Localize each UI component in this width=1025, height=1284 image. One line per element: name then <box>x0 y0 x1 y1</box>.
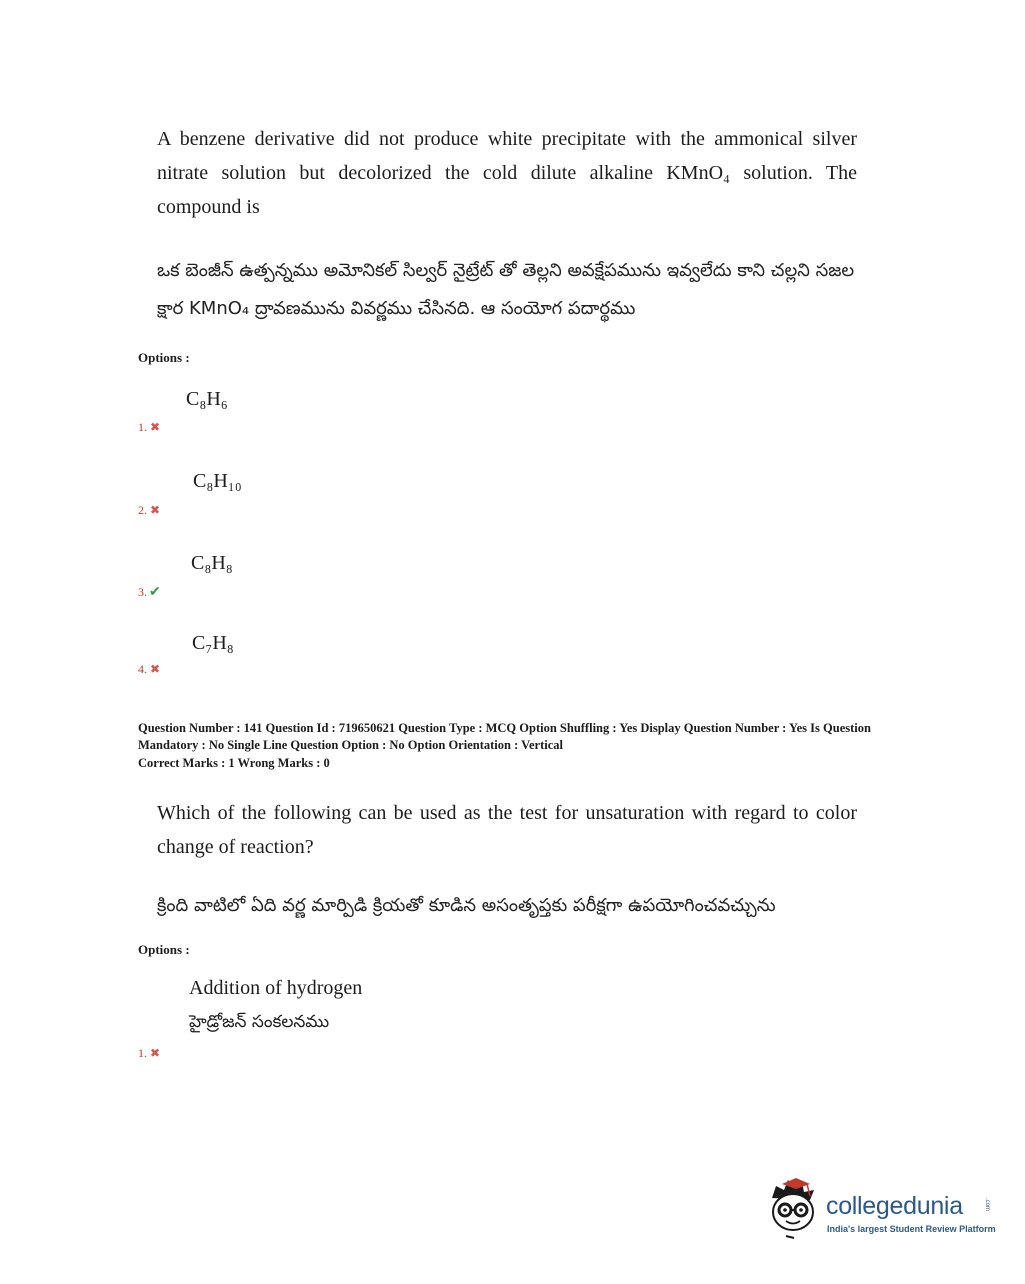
options-label: Options : <box>138 350 190 365</box>
option-number: 1. <box>138 1046 147 1060</box>
option-2-marker <box>138 503 160 518</box>
logo-tagline: India's largest Student Review Platform <box>827 1224 996 1234</box>
option-1-formula: C₈H₆ <box>186 388 228 410</box>
option-3-marker <box>138 584 161 601</box>
option-4-marker <box>138 662 160 677</box>
question-141-meta <box>138 720 898 772</box>
marks-line: Correct Marks : 1 Wrong Marks : 0 <box>138 756 330 770</box>
cross-icon: ✖ <box>150 662 161 676</box>
option-4-formula: C₇H₈ <box>192 632 234 654</box>
cross-icon: ✖ <box>150 1046 161 1060</box>
option-3-formula: C₈H₈ <box>191 552 233 574</box>
logo-wordmark: collegedunia <box>826 1192 963 1220</box>
cross-icon: ✖ <box>150 420 161 434</box>
option-2-formula: C₈H₁₀ <box>193 470 242 492</box>
option-1-telugu-text: హైడ్రోజన్ సంకలనము <box>189 1012 330 1032</box>
question-140-telugu-text: ఒక బెంజీన్ ఉత్పన్నము అమోనికల్ సిల్వర్ నైట్రేట్ తో తెల్లని అవక్షేపమును ఇవ్వలేదు కాని చల్లని సజల క్షార KMnO₄ ద్రావణమును వివర్ణము చేసినది. ఆ సంయోగ పదార్థము <box>157 260 855 319</box>
option-number: 2. <box>138 503 147 517</box>
option-number: 4. <box>138 662 147 676</box>
cross-icon: ✖ <box>150 503 161 517</box>
option-1-marker <box>138 1046 160 1061</box>
option-1-marker <box>138 420 160 435</box>
option-1-text: Addition of hydrogen <box>189 977 363 999</box>
collegedunia-logo <box>766 1176 996 1246</box>
option-number: 1. <box>138 420 147 434</box>
question-141-telugu-text: క్రింది వాటిలో ఏది వర్ణ మార్పిడి క్రియతో కూడిన అసంతృప్తకు పరీక్షగా ఉపయోగించవచ్చును <box>157 895 776 916</box>
question-140-text: A benzene derivative did not produce white precipitate with the ammonical silver nitrate solution but decolorized the cold dilute alkaline KMnO₄ solution. The compound is <box>157 128 857 218</box>
option-number: 3. <box>138 585 147 599</box>
checkmark-icon: ✔ <box>149 585 161 600</box>
logo-domain: .com <box>984 1198 990 1212</box>
mascot-icon <box>766 1176 824 1246</box>
question-141-text: Which of the following can be used as the test for unsaturation with regard to color change of reaction? <box>157 802 857 858</box>
options-label: Options : <box>138 942 190 957</box>
question-meta-line: Question Number : 141 Question Id : 719650621 Question Type : MCQ Option Shuffling : Yes Display Question Number : Yes Is Question Mandatory : No Single Line Question Option : No Option Orientation : Vertical <box>138 721 871 752</box>
